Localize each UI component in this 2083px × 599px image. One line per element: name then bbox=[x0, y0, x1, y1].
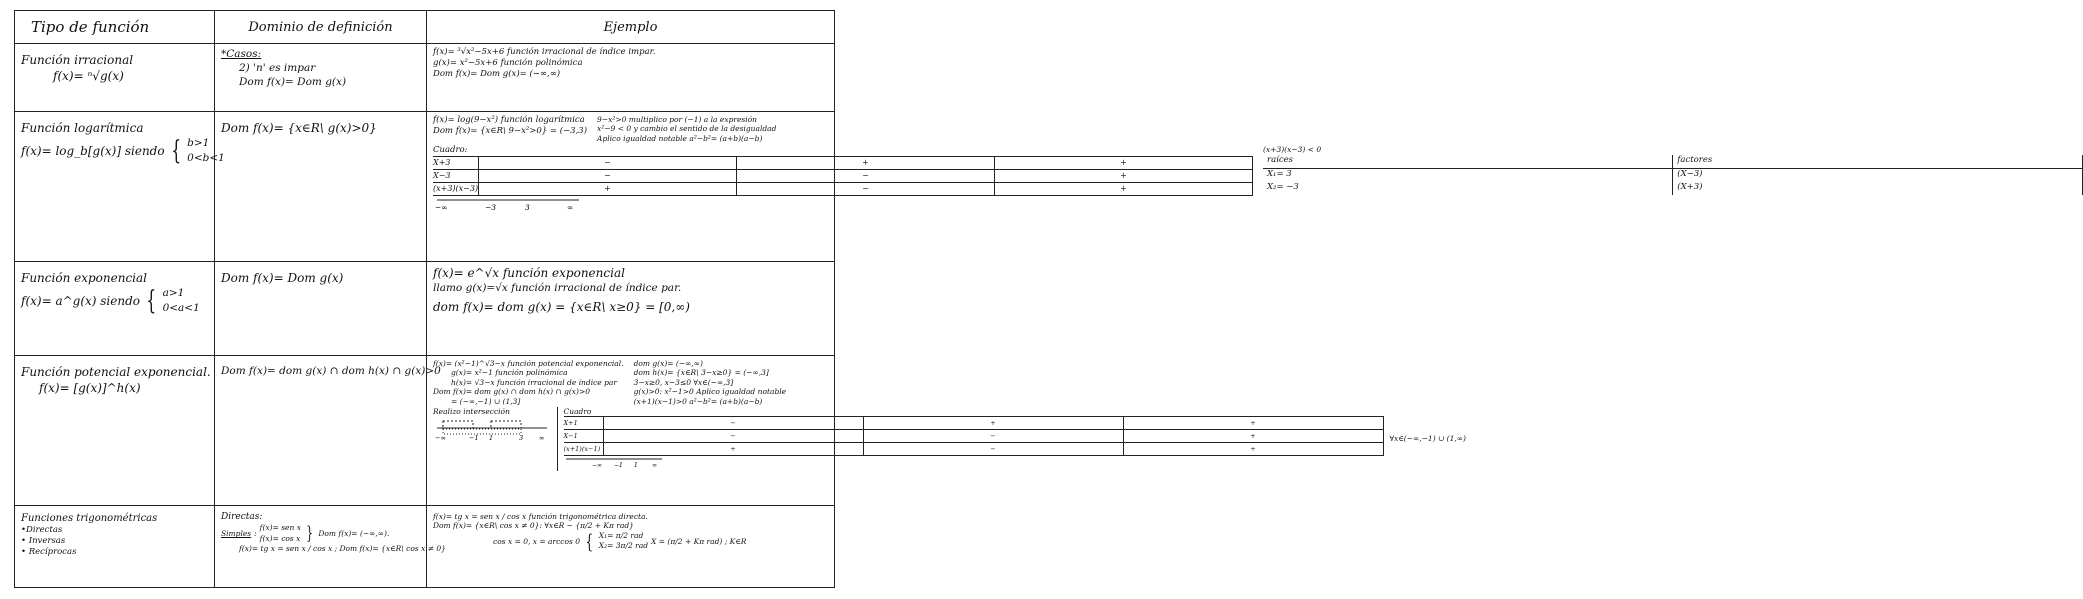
sign-axis bbox=[564, 456, 664, 468]
axis-tick: −1 bbox=[613, 462, 623, 470]
solution: X₂= 3π/2 rad bbox=[598, 541, 649, 551]
cell-tipo-potencial bbox=[15, 356, 215, 506]
roots-table bbox=[557, 407, 558, 471]
brace-icon: { bbox=[146, 285, 157, 316]
dom-tan: f(x)= tg x = sen x / cos x ; Dom f(x)= {x∈R\ cos x ≠ 0} bbox=[239, 544, 446, 554]
cell-tipo-trigonometricas bbox=[15, 506, 215, 588]
cell-tipo-logaritmica bbox=[15, 112, 225, 262]
ex-line: llamo g(x)=√x función irracional de índice par. bbox=[433, 282, 682, 295]
side-line: dom h(x)= {x∈R\ 3−x≥0} = (−∞,3] bbox=[633, 368, 769, 378]
tipo-formula: f(x)= a^g(x) siendo bbox=[21, 293, 141, 308]
sign-row: (x+3)(x−3) + − + bbox=[433, 183, 1253, 196]
roots-table bbox=[1263, 155, 2083, 195]
cuadro-label: Cuadro bbox=[563, 406, 592, 416]
axis-tick: −∞ bbox=[591, 462, 602, 470]
brace-icon: { bbox=[585, 529, 594, 554]
dom-simples-group: Simples : f(x)= sen x f(x)= cos x } Dom f(x)= (−∞,∞). bbox=[221, 522, 390, 544]
cell-dominio-exponencial bbox=[215, 262, 427, 356]
axis-tick: 3 bbox=[519, 434, 524, 443]
inter-label: Realizo intersección bbox=[433, 406, 510, 416]
axis-tick: ∞ bbox=[539, 434, 545, 443]
sign-row: (x+1)(x−1) + − + bbox=[564, 443, 1384, 456]
condition: a>1 bbox=[162, 287, 185, 300]
axis-tick: 1 bbox=[633, 462, 638, 470]
ex-cos: cos x = 0, x = arccos 0 bbox=[493, 536, 581, 546]
condition: 0<a<1 bbox=[162, 301, 200, 314]
pot-example-bottom bbox=[433, 406, 1466, 471]
function-domain-table bbox=[14, 10, 1713, 588]
cell-ejemplo-trigonometricas bbox=[427, 506, 835, 588]
row-logaritmica bbox=[15, 112, 835, 262]
axis-tick: ∞ bbox=[651, 462, 657, 470]
ex-line: Dom f(x)= {x∈R\ cos x ≠ 0}: ∀x∈R − {π/2 + Kπ rad} bbox=[433, 521, 634, 531]
solution-general: X = (π/2 + Kπ rad) ; K∈R bbox=[651, 536, 747, 546]
cuadro-label: Cuadro: bbox=[433, 145, 468, 156]
header-dominio: Dominio de definición bbox=[215, 11, 427, 44]
side-line: dom g(x)= (−∞,∞) bbox=[633, 359, 703, 368]
ex-line: Dom f(x)= {x∈R\ 9−x²>0} = (−3,3) bbox=[433, 126, 588, 137]
ex-line: f(x)= e^√x función exponencial bbox=[433, 266, 625, 280]
dom-line: f(x)= cos x bbox=[259, 533, 301, 543]
solution: X₁= π/2 rad bbox=[598, 530, 644, 540]
sign-row: X+3 − + + bbox=[433, 157, 1253, 170]
axis-tick: 3 bbox=[525, 203, 530, 213]
note-line: 9−x²>0 multiplico por (−1) a la expresión bbox=[597, 115, 757, 124]
sign-row: X−3 − − + bbox=[433, 170, 1253, 183]
dom-brace-result: Dom f(x)= (−∞,∞). bbox=[318, 529, 390, 539]
result-text: ∀x∈(−∞,−1) ∪ (1,∞) bbox=[1389, 434, 1466, 444]
dom-line: f(x)= sen x bbox=[259, 523, 301, 533]
dom-case: 2) 'n' es impar bbox=[239, 62, 316, 75]
dom-title: Directas: bbox=[221, 512, 263, 522]
tipo-name: Funciones trigonométricas bbox=[21, 513, 158, 524]
ex-line: f(x)= log(9−x²) función logarítmica bbox=[433, 115, 585, 125]
trig-solution-group bbox=[493, 531, 746, 552]
tipo-formula: f(x)= log_b[g(x)] siendo bbox=[21, 143, 165, 158]
tipo-name: Función logarítmica bbox=[21, 121, 144, 135]
ex-line: f(x)= (x²−1)^√3−x función potencial exponencial. bbox=[433, 359, 624, 368]
roots-row: X₂= −3 (X+3) bbox=[1263, 182, 2083, 195]
tipo-item: •Directas bbox=[21, 525, 63, 535]
axis-tick: −∞ bbox=[435, 203, 448, 213]
ex-line: f(x)= tg x = sen x / cos x función trigonométrica directa. bbox=[433, 512, 648, 521]
row-irracional bbox=[15, 44, 835, 112]
ex-line: h(x)= √3−x función irracional de índice par bbox=[451, 377, 617, 387]
ex-line: g(x)= x²−5x+6 función polinómica bbox=[433, 58, 583, 69]
header-row bbox=[15, 11, 835, 44]
row-trigonometricas bbox=[15, 506, 835, 588]
intersection-axis bbox=[433, 416, 551, 442]
cell-dominio-irracional bbox=[215, 44, 427, 112]
axis-tick: −∞ bbox=[435, 434, 446, 443]
tipo-name: Función exponencial bbox=[21, 271, 147, 285]
dom-rule: Dom f(x)= Dom g(x) bbox=[239, 76, 347, 89]
simples-label: Simples bbox=[221, 529, 252, 539]
axis-tick: −1 bbox=[469, 434, 479, 443]
row-exponencial bbox=[15, 262, 835, 356]
log-example-bottom bbox=[433, 145, 1713, 216]
ex-line: dom f(x)= dom g(x) = {x∈R\ x≥0} = [0,∞) bbox=[433, 300, 690, 315]
tipo-item: • Inversas bbox=[21, 536, 66, 547]
axis-tick: ∞ bbox=[567, 203, 574, 213]
condition: 0<b<1 bbox=[187, 151, 225, 164]
axis-tick: 1 bbox=[489, 434, 494, 443]
brace-icon: } bbox=[306, 522, 314, 544]
cell-dominio-potencial bbox=[215, 356, 441, 506]
ex-line: Dom f(x)= Dom g(x)= (−∞,∞) bbox=[433, 69, 561, 80]
note-line: (x+3)(x−3) < 0 bbox=[1263, 145, 1322, 155]
header-tipo: Tipo de función bbox=[15, 11, 215, 44]
ex-line: g(x)= x²−1 función polinómica bbox=[451, 368, 568, 378]
dom-rule: Dom f(x)= dom g(x) ∩ dom h(x) ∩ g(x)>0 bbox=[221, 365, 441, 377]
cell-dominio-trigonometricas bbox=[215, 506, 446, 588]
sign-table bbox=[564, 416, 1384, 456]
roots-row: X₁= 3 (X−3) bbox=[1263, 168, 2083, 182]
ex-line: Dom f(x)= dom g(x) ∩ dom h(x) ∩ g(x)>0 bbox=[433, 387, 591, 397]
ex-line: = (−∞,−1) ∪ (1,3] bbox=[451, 396, 521, 406]
tipo-formula: f(x)= [g(x)]^h(x) bbox=[39, 381, 141, 396]
dom-rule: Dom f(x)= Dom g(x) bbox=[221, 271, 344, 285]
note-line: x²−9 < 0 y cambio el sentido de la desigualdad bbox=[597, 124, 777, 134]
tipo-formula-group bbox=[21, 136, 225, 165]
cell-tipo-exponencial bbox=[15, 262, 215, 356]
tipo-name: Función potencial exponencial. bbox=[21, 365, 211, 379]
brace-icon: { bbox=[170, 135, 181, 166]
header-ejemplo: Ejemplo bbox=[427, 11, 835, 44]
cell-ejemplo-exponencial bbox=[427, 262, 835, 356]
dom-cases-title: *Casos: bbox=[221, 48, 262, 60]
sign-table bbox=[433, 156, 1253, 196]
cell-ejemplo-potencial bbox=[427, 356, 1466, 506]
log-example-top bbox=[433, 115, 828, 143]
cell-ejemplo-logaritmica bbox=[427, 112, 1713, 262]
axis-tick: −3 bbox=[485, 203, 497, 213]
roots-header: raíces factores bbox=[1263, 155, 2083, 169]
tipo-formula: f(x)= ⁿ√g(x) bbox=[53, 69, 124, 84]
pot-example-top bbox=[433, 359, 828, 406]
note-line: Aplico igualdad notable a²−b²= (a+b)(a−b) bbox=[597, 133, 763, 143]
tipo-item: • Recíprocas bbox=[21, 547, 77, 558]
tipo-formula-group bbox=[21, 286, 200, 315]
tipo-name: Función irracional bbox=[21, 53, 134, 67]
sign-row: X−1 − − + bbox=[564, 430, 1384, 443]
condition: b>1 bbox=[187, 137, 210, 150]
dom-rule: Dom f(x)= {x∈R\ g(x)>0} bbox=[221, 121, 377, 135]
row-potencial bbox=[15, 356, 835, 506]
side-line: (x+1)(x−1)>0 a²−b²= (a+b)(a−b) bbox=[633, 396, 763, 406]
cell-ejemplo-irracional bbox=[427, 44, 835, 112]
side-line: g(x)>0: x²−1>0 Aplico igualdad notable bbox=[633, 387, 787, 397]
side-line: 3−x≥0, x−3≤0 ∀x∈(−∞,3] bbox=[633, 377, 734, 387]
ex-line: f(x)= ³√x²−5x+6 función irracional de índice impar. bbox=[433, 47, 656, 57]
notes-sheet bbox=[14, 10, 1713, 585]
sign-axis bbox=[433, 196, 583, 212]
cell-tipo-irracional bbox=[15, 44, 215, 112]
sign-row: X+1 − + + bbox=[564, 417, 1384, 430]
cell-dominio-logaritmica bbox=[215, 112, 427, 262]
